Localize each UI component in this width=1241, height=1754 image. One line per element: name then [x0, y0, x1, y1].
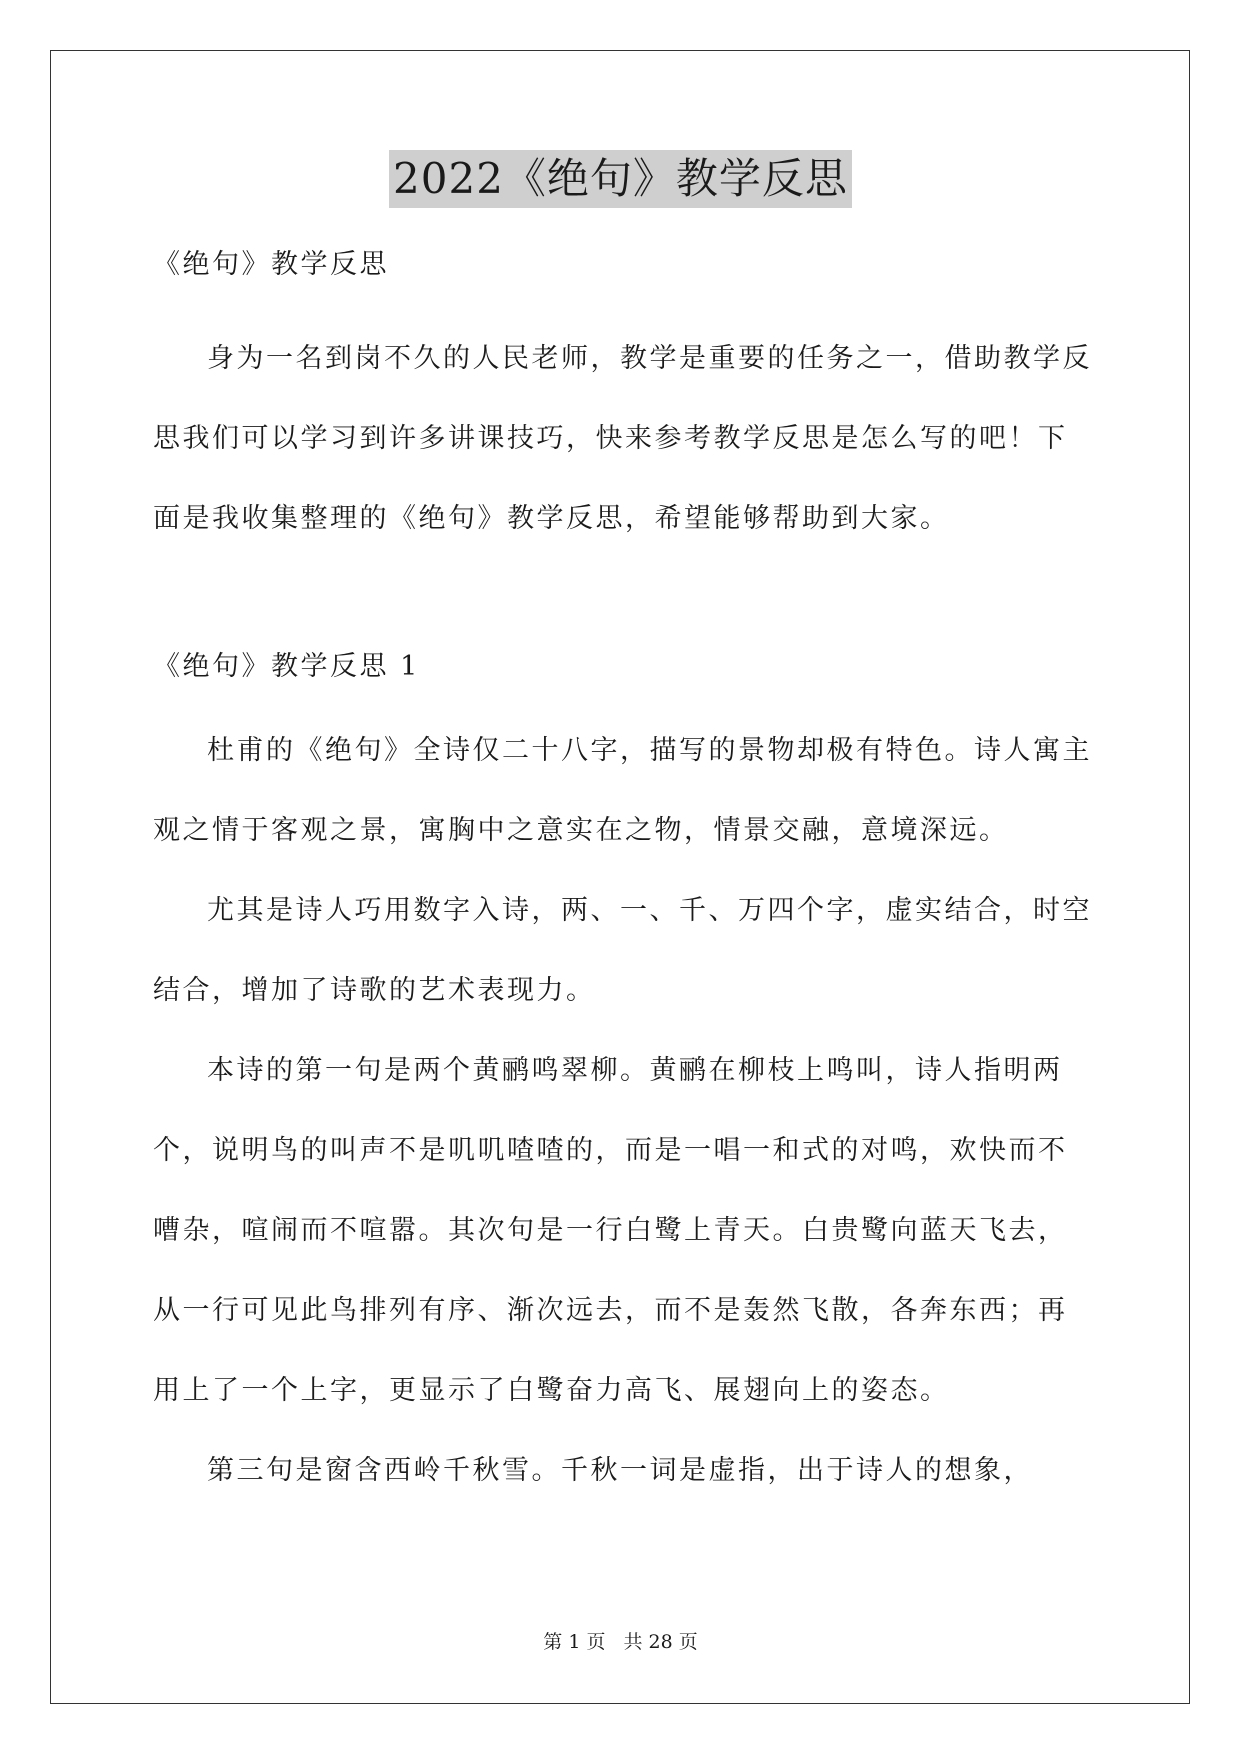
document-body: [153, 225, 1093, 1511]
page-number: 第 1 页: [543, 1631, 606, 1653]
body-paragraph: 尤其是诗人巧用数字入诗，两、一、千、万四个字，虚实结合，时空结合，增加了诗歌的艺术表现力。: [153, 895, 1092, 1006]
section-gap: [153, 559, 1093, 627]
intro-paragraph: 身为一名到岗不久的人民老师，教学是重要的任务之一，借助教学反思我们可以学习到许多讲课技巧，快来参考教学反思是怎么写的吧！下面是我收集整理的《绝句》教学反思，希望能够帮助到大家。: [153, 343, 1092, 534]
page-total: 共 28 页: [623, 1631, 698, 1653]
document-title-wrapper: [0, 150, 1241, 208]
page-footer: [0, 1630, 1241, 1654]
document-subtitle: 《绝句》教学反思: [153, 249, 389, 280]
body-paragraph: 本诗的第一句是两个黄鹂鸣翠柳。黄鹂在柳枝上鸣叫，诗人指明两个，说明鸟的叫声不是叽叽喳喳的，而是一唱一和式的对鸣，欢快而不嘈杂，喧闹而不喧嚣。其次句是一行白鹭上青天。白贵鹭向蓝天飞去，从一行可见此鸟排列有序、渐次远去，而不是轰然飞散，各奔东西；再用上了一个上字，更显示了白鹭奋力高飞、展翅向上的姿态。: [153, 1055, 1068, 1406]
section-heading: 《绝句》教学反思 1: [153, 651, 420, 682]
document-title: 2022《绝句》教学反思: [389, 150, 852, 208]
paragraph-gap: [153, 305, 1093, 319]
body-paragraph: 杜甫的《绝句》全诗仅二十八字，描写的景物却极有特色。诗人寓主观之情于客观之景，寓胸中之意实在之物，情景交融，意境深远。: [153, 735, 1092, 846]
body-paragraph: 第三句是窗含西岭千秋雪。千秋一词是虚指，出于诗人的想象，: [207, 1455, 1033, 1486]
